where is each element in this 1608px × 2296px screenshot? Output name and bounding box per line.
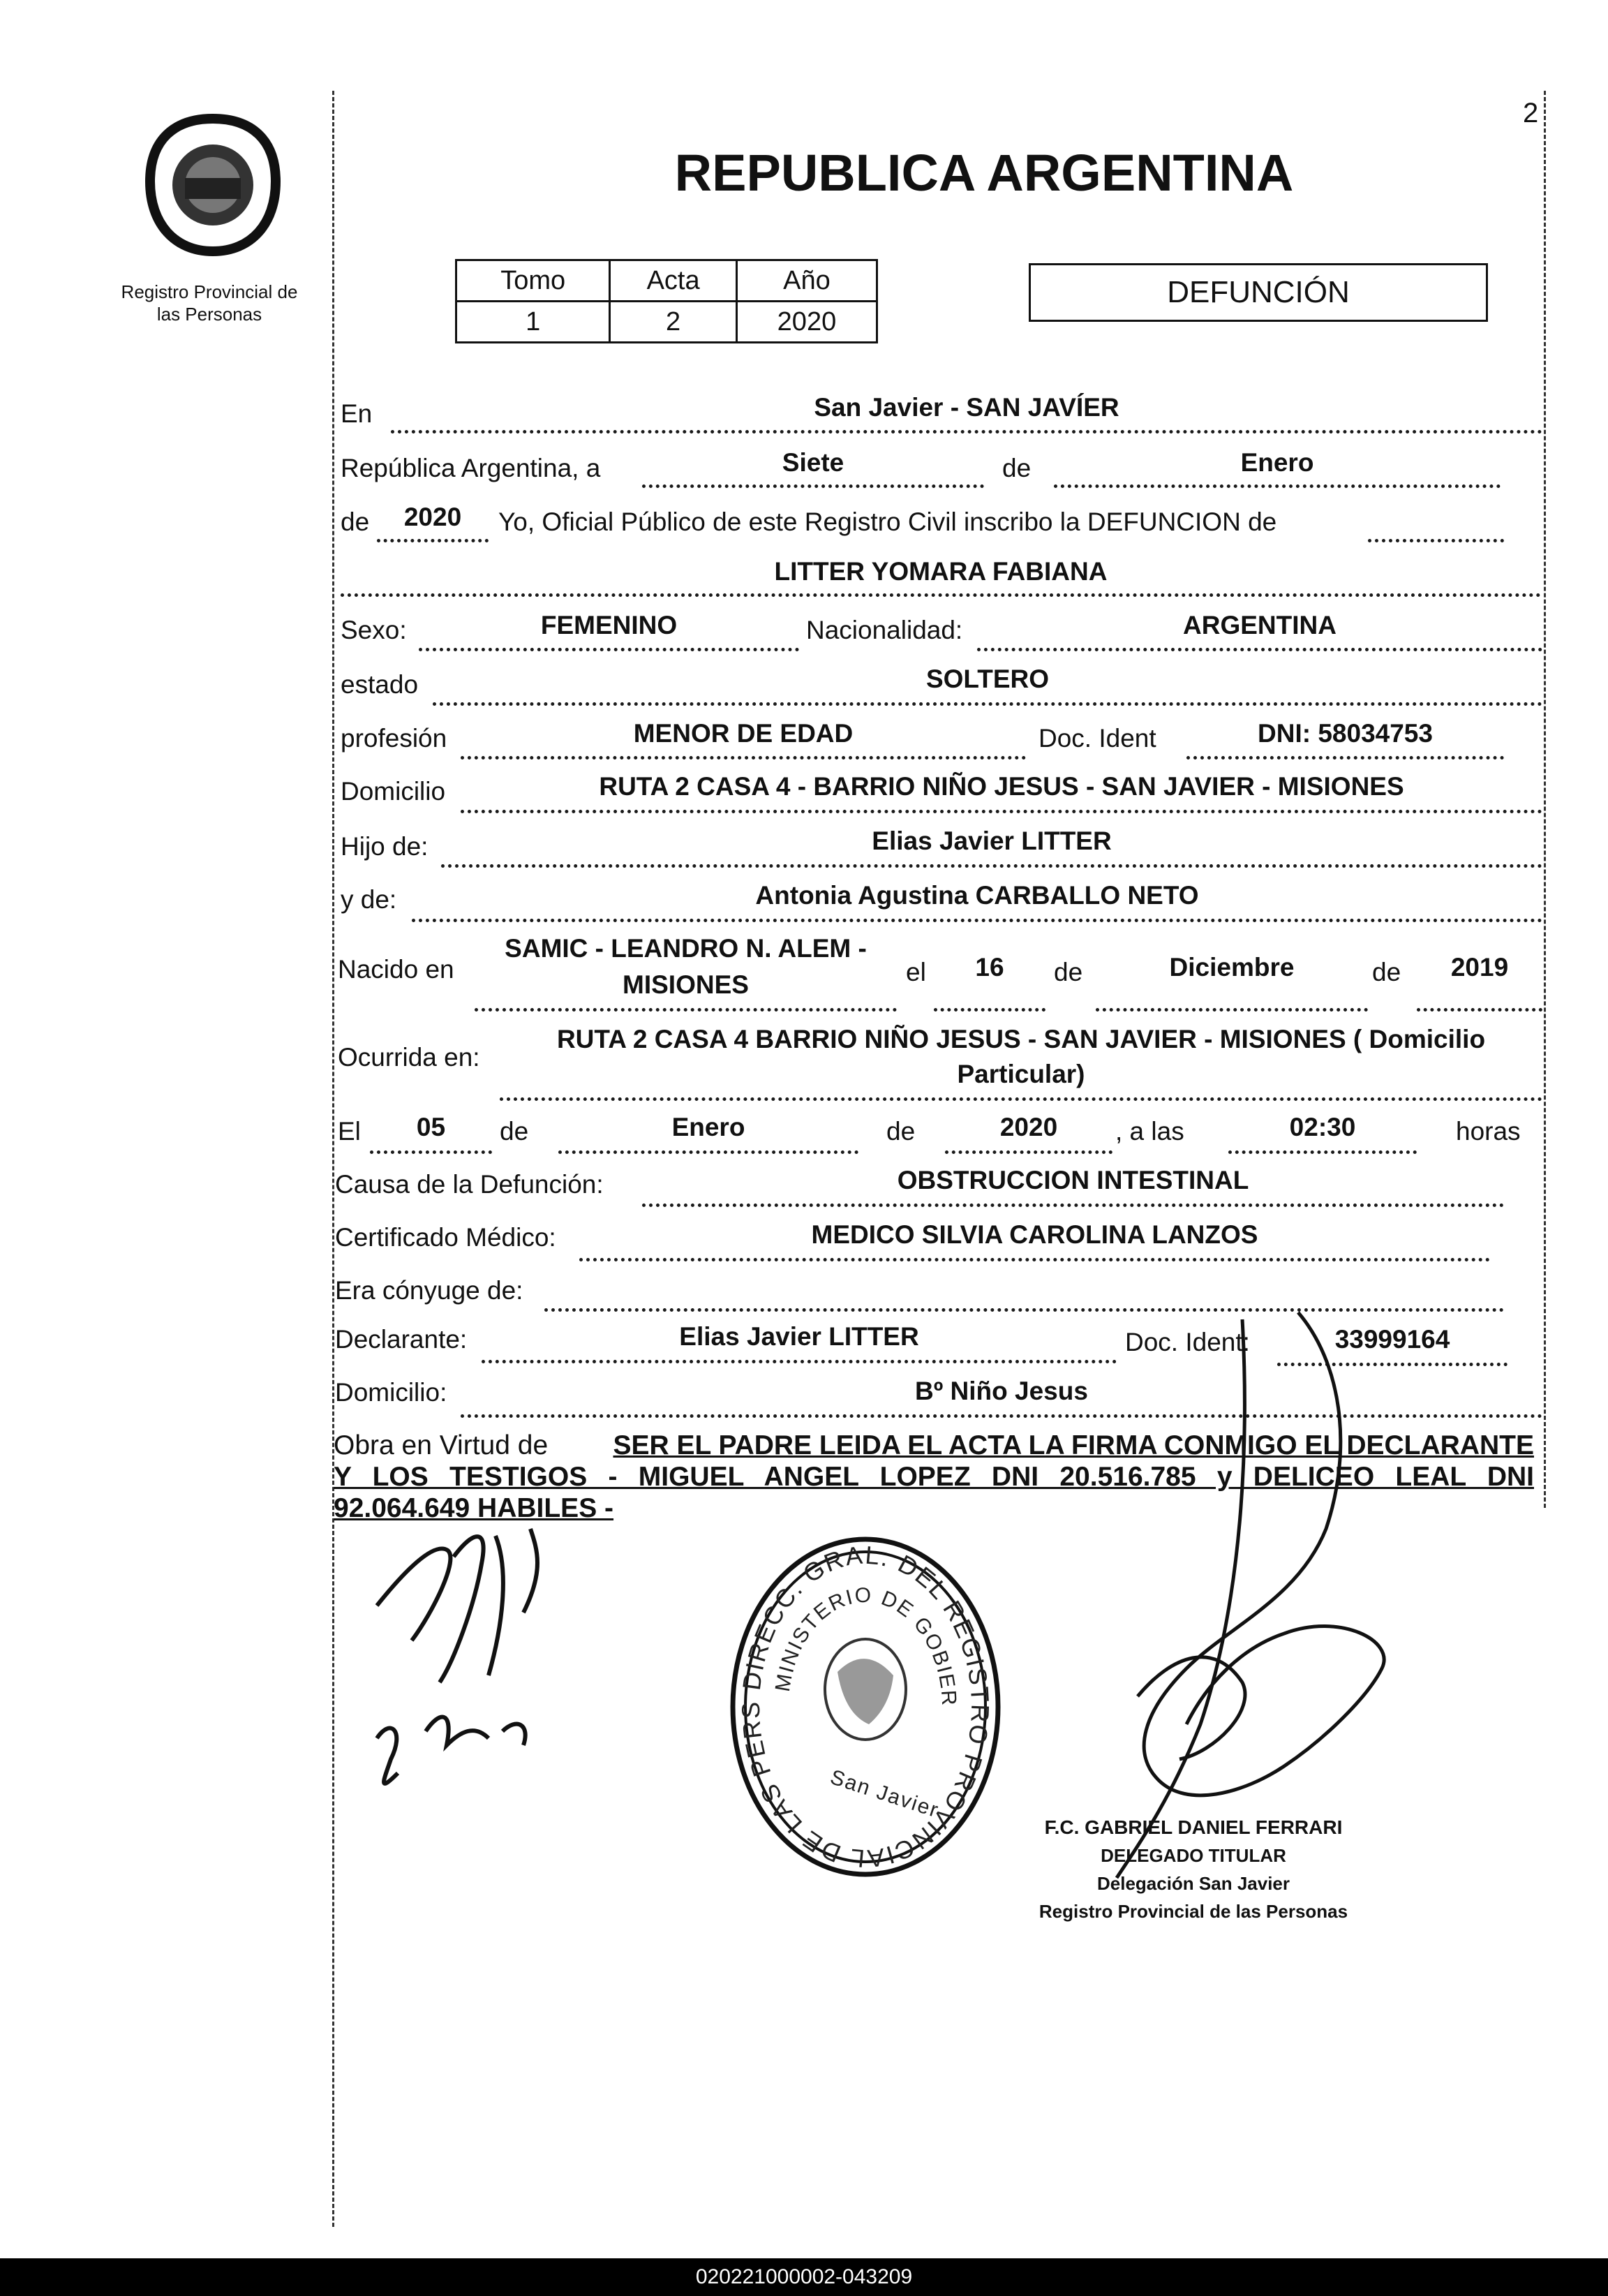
table-value-ano: 2020 (736, 302, 877, 343)
dotted-line (1228, 1150, 1417, 1154)
nacionalidad-value: ARGENTINA (1183, 611, 1337, 639)
dotted-line (1186, 756, 1504, 760)
seal-outer-text: DIRECC. GRAL. DEL REGISTRO PROVINCIAL DE LAS PERS (736, 1540, 995, 1874)
ocurrida-label: Ocurrida en: (338, 1043, 480, 1072)
day-value: Siete (782, 448, 844, 477)
dotted-line (370, 1150, 492, 1154)
dotted-line (642, 484, 984, 488)
horas-label: horas (1456, 1117, 1521, 1146)
dotted-line (558, 1150, 858, 1154)
en-value: San Javier - SAN JAVÍER (814, 393, 1119, 422)
birth-day: 16 (975, 953, 1004, 982)
official-office: Delegación San Javier (1096, 1873, 1290, 1894)
official-name: F.C. GABRIEL DANIEL FERRARI (1044, 1816, 1343, 1838)
death-time: 02:30 (1289, 1113, 1356, 1141)
certificado-label: Certificado Médico: (335, 1223, 556, 1252)
month-value: Enero (1240, 448, 1314, 477)
registry-line-2: las Personas (156, 304, 262, 325)
nacido-value-1: SAMIC - LEANDRO N. ALEM - (505, 934, 867, 963)
record-table (455, 259, 878, 343)
el-death-label: El (338, 1117, 361, 1146)
conyuge-label: Era cónyuge de: (335, 1276, 523, 1305)
nacido-value-2: MISIONES (623, 970, 749, 999)
dotted-line (341, 593, 1541, 597)
act-type-box: DEFUNCIÓN (1029, 263, 1488, 322)
dotted-line (579, 1258, 1490, 1261)
official-stamp (1026, 1814, 1361, 1925)
country-title: REPUBLICA ARGENTINA (674, 144, 1294, 202)
deceased-name: LITTER YOMARA FABIANA (774, 557, 1108, 586)
sexo-value: FEMENINO (540, 611, 678, 639)
dotted-line (1054, 484, 1501, 488)
table-value-acta: 2 (610, 302, 737, 343)
birth-de-label: de (1054, 958, 1083, 986)
doc-ident-value: DNI: 58034753 (1258, 719, 1433, 748)
table-header-acta: Acta (610, 260, 737, 302)
yde-label: y de: (341, 885, 397, 914)
domicilio-label: Domicilio (341, 777, 446, 806)
table-header-tomo: Tomo (456, 260, 610, 302)
dotted-line (441, 864, 1542, 868)
death-day: 05 (416, 1113, 446, 1141)
ocurrida-value-2: Particular) (957, 1060, 1085, 1088)
page-number: 2 (1523, 98, 1539, 128)
estado-value: SOLTERO (925, 665, 1050, 693)
dotted-line (377, 539, 489, 542)
dotted-line (475, 1008, 897, 1012)
death-de2-label: de (886, 1117, 916, 1146)
left-margin-line (332, 91, 334, 2227)
domicilio-value: RUTA 2 CASA 4 - BARRIO NIÑO JESUS - SAN JAVIER - MISIONES (599, 772, 1404, 801)
obra-line-2: Y LOS TESTIGOS - MIGUEL ANGEL LOPEZ DNI 20.516.785 y DELICEO LEAL DNI (334, 1462, 1534, 1492)
death-de-label: de (500, 1117, 529, 1146)
dotted-line (391, 430, 1542, 434)
nacionalidad-label: Nacionalidad: (806, 616, 963, 644)
death-year: 2020 (999, 1113, 1058, 1141)
obra-line-1: SER EL PADRE LEIDA EL ACTA LA FIRMA CONMIGO EL DECLARANTE (613, 1430, 1534, 1460)
sexo-label: Sexo: (341, 616, 407, 644)
hijo-value: Elias Javier LITTER (872, 827, 1112, 855)
decl-domicilio-value: Bº Niño Jesus (915, 1377, 1088, 1405)
table-header-ano: Año (736, 260, 877, 302)
seal-place: San Javier (827, 1765, 942, 1823)
witness-signature (349, 1501, 642, 1815)
birth-de2-label: de (1372, 958, 1401, 986)
dotted-line (412, 919, 1542, 922)
dotted-line (934, 1008, 1045, 1012)
estado-label: estado (341, 670, 419, 699)
certificado-value: MEDICO SILVIA CAROLINA LANZOS (811, 1220, 1258, 1249)
obra-line-3: 92.064.649 HABILES - (334, 1493, 614, 1523)
footer-code: 020221000002-043209 (0, 2258, 1608, 2296)
dotted-line (1096, 1008, 1368, 1012)
registry-name (105, 281, 314, 325)
decl-domicilio-label: Domicilio: (335, 1378, 447, 1407)
yde-value: Antonia Agustina CARBALLO NETO (755, 881, 1199, 910)
decl-doc-label: Doc. Ident: (1125, 1328, 1250, 1356)
en-label: En (341, 399, 373, 428)
causa-value: OBSTRUCCION INTESTINAL (897, 1166, 1249, 1194)
causa-label: Causa de la Defunción: (335, 1170, 604, 1199)
year-value: 2020 (403, 503, 462, 531)
obra-label: Obra en Virtud de (334, 1430, 549, 1460)
republica-label: República Argentina, a (341, 454, 601, 482)
dotted-line (500, 1097, 1542, 1101)
de-year-label: de (341, 508, 370, 536)
nacido-label: Nacido en (338, 955, 454, 984)
dotted-line (482, 1360, 1117, 1363)
registry-line-1: Registro Provincial de (121, 281, 298, 302)
ocurrida-value-1: RUTA 2 CASA 4 BARRIO NIÑO JESUS - SAN JAVIER - MISIONES ( Domicilio (556, 1025, 1486, 1053)
alas-label: , a las (1115, 1117, 1184, 1146)
dotted-line (945, 1150, 1112, 1154)
death-month: Enero (671, 1113, 745, 1141)
declarante-label: Declarante: (335, 1325, 468, 1354)
dotted-line (977, 648, 1542, 651)
decl-doc-value: 33999164 (1334, 1325, 1450, 1354)
el-label: el (906, 958, 926, 986)
doc-ident-label: Doc. Ident (1038, 724, 1156, 753)
declarante-value: Elias Javier LITTER (679, 1322, 919, 1351)
right-margin-line (1544, 91, 1546, 1508)
dotted-line (1368, 539, 1504, 542)
official-registry: Registro Provincial de las Personas (1038, 1901, 1348, 1922)
dotted-line (1417, 1008, 1542, 1012)
dotted-line (642, 1203, 1504, 1207)
birth-month: Diciembre (1169, 953, 1295, 982)
seal-inner-text: MINISTERIO DE GOBIER (770, 1583, 961, 1708)
official-title: DELEGADO TITULAR (1101, 1845, 1286, 1866)
dotted-line (419, 648, 799, 651)
dotted-line (461, 756, 1026, 760)
profesion-value: MENOR DE EDAD (633, 719, 854, 748)
hijo-label: Hijo de: (341, 832, 429, 861)
dotted-line (461, 810, 1542, 813)
table-value-tomo: 1 (456, 302, 610, 343)
birth-year: 2019 (1450, 953, 1509, 982)
de-label: de (1002, 454, 1032, 482)
profesion-label: profesión (341, 724, 447, 753)
registry-seal (726, 1532, 1005, 1881)
oficial-text: Yo, Oficial Público de este Registro Civil inscribo la DEFUNCION de (498, 508, 1277, 536)
dotted-line (433, 702, 1542, 706)
province-logo (133, 112, 293, 258)
